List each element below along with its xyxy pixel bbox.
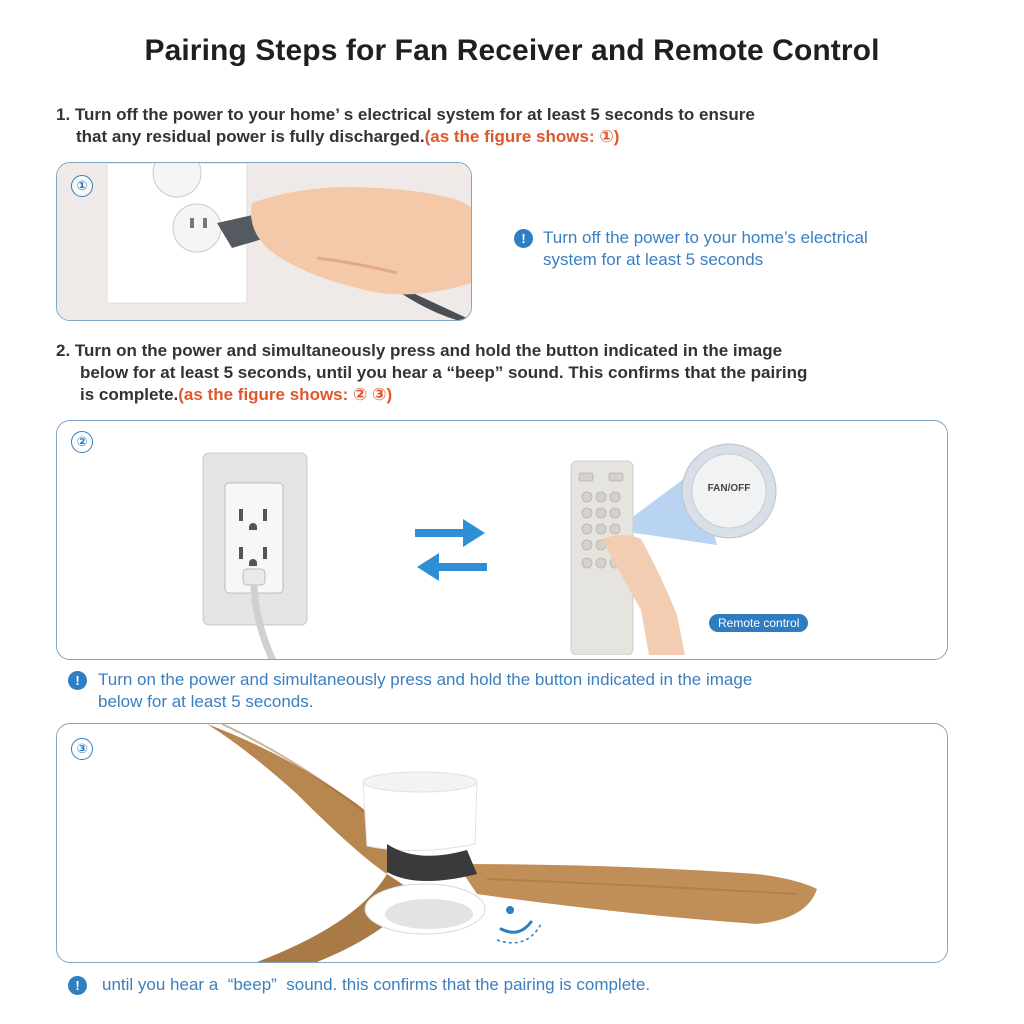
- step-2-note-line-2: below for at least 5 seconds.: [98, 692, 314, 711]
- step-2-note-line-1: Turn on the power and simultaneously press and hold the button indicated in the image: [98, 670, 753, 689]
- info-icon: !: [68, 671, 87, 690]
- panel-power-off: [56, 162, 472, 321]
- step-3-note: until you hear a “beep” sound. this confirms that the pairing is complete.: [102, 975, 651, 994]
- panel-fan-beep: [56, 723, 948, 963]
- swap-arrows-icon: [411, 511, 491, 581]
- ceiling-fan-illustration: [57, 724, 947, 962]
- step-2-line-2: below for at least 5 seconds, until you hear a “beep” sound. This confirms that the pairing: [80, 363, 808, 382]
- step-1-figure-ref: (as the figure shows: ①): [424, 127, 620, 146]
- panel-3-badge: ③: [71, 738, 93, 760]
- step-1-line-2: that any residual power is fully discharged.: [76, 127, 425, 146]
- info-icon: !: [68, 976, 87, 995]
- panel-1-note-line-2: system for at least 5 seconds: [543, 250, 764, 269]
- panel-1-note-line-1: Turn off the power to your home’s electrical: [543, 228, 868, 247]
- wall-outlet-illustration: [201, 451, 311, 660]
- fan-off-button-label: FAN/OFF: [707, 483, 751, 494]
- step-2-note: [98, 669, 752, 713]
- info-icon: !: [514, 229, 533, 248]
- panel-1-note: [543, 227, 868, 271]
- panel-2-badge: ②: [71, 431, 93, 453]
- step-2-line-3: is complete.: [80, 385, 179, 404]
- step-1-text: [56, 104, 755, 148]
- step-2-text: [56, 340, 807, 406]
- panel-power-on-remote: [56, 420, 948, 660]
- page-title: Pairing Steps for Fan Receiver and Remote Control: [144, 34, 880, 67]
- step-2-line-1: 2. Turn on the power and simultaneously press and hold the button indicated in the image: [56, 341, 783, 360]
- step-1-line-1: 1. Turn off the power to your home’ s electrical system for at least 5 seconds to ensure: [56, 105, 755, 124]
- remote-control-label: Remote control: [709, 614, 808, 632]
- panel-1-badge: ①: [71, 175, 93, 197]
- unplug-illustration: [57, 163, 471, 320]
- step-2-figure-ref: (as the figure shows: ② ③): [178, 385, 393, 404]
